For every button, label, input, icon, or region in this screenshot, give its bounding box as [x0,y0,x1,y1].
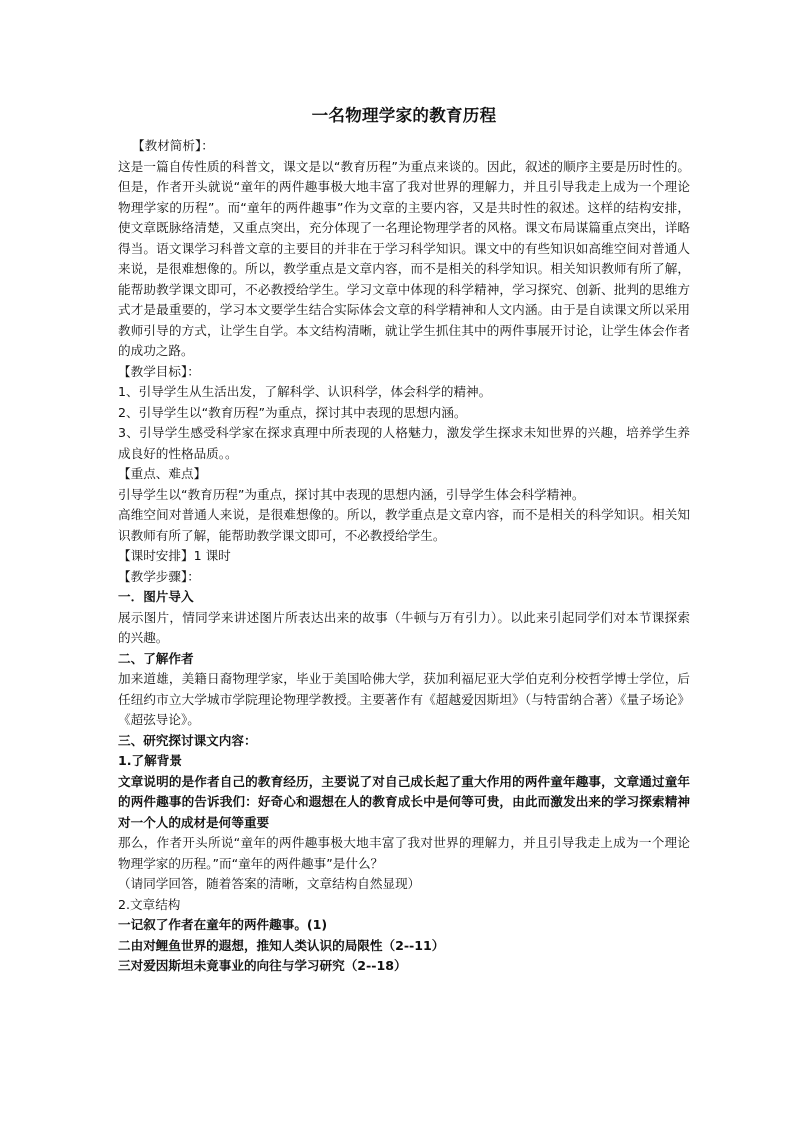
document-title: 一名物理学家的教育历程 [311,106,497,125]
goal-item-2: 2、引导学生以“教育历程”为重点，探讨其中表现的思想内涵。 [118,404,467,420]
step3-sub1-note: （请同学回答，随着答案的清晰，文章结构自然显现） [118,876,421,891]
section-heading-analysis: 【教材简析】： [132,138,214,153]
section-heading-steps: 【教学步骤】： [118,568,200,584]
analysis-body: 这是一篇自传性质的科普文，课文是以“教育历程”为重点来谈的。因此，叙述的顺序主要是历时性的。但是，作者开头就说“童年的两件趣事极大地丰富了我对世界的理解力，并且引导我走上成为一个理论物理学家的历程”。而“童年的两件趣事”作为文章的主要内容，又是共时性的叙述。这样的结构安排，使文章既脉络清楚，又重点突出，充分体现了一名理论物理学者的风格。课文布局谋篇重点突出，详略得当。语文课学习科普文章的主要目的并非在于学习科学知识。课文中的有些知识如高维空间对普通人来说，是很难想像的。所以，教学重点是文章内容，而不是相关的科学知识。相关知识教师有所了解，能帮助教学课文即可，不必教授给学生。学习文章中体现的科学精神，学习探究、创新、批判的思维方式才是最重要的，学习本文要学生结合实际体会文章的科学精神和人文内涵。由于是自读课文所以采用教师引导的方式，让学生自学。本文结构清晰，就让学生抓住其中的两件事展开讨论，让学生体会作者的成功之路。 [118,158,690,358]
step1-heading: 一．图片导入 [118,589,194,604]
step3-sub1-body: 那么，作者开头所说“童年的两件趣事极大地丰富了我对世界的理解力，并且引导我走上成为一个理论物理学家的历程。”而“童年的两件趣事”是什么？ [118,835,690,871]
step3-sub2-heading: 2.文章结构 [118,896,181,912]
structure-item-1: 一记叙了作者在童年的两件趣事。(1) [118,917,328,932]
section-heading-goals: 【教学目标】： [118,363,200,379]
step3-sub1-heading: 1.了解背景 [118,753,182,768]
section-heading-keypoints: 【重点、难点】 [118,466,207,481]
keypoint-item-2: 高维空间对普通人来说，是很难想像的。所以，教学重点是文章内容，而不是相关的科学知识。相关知识教师有所了解，能帮助教学课文即可，不必教授给学生。 [118,507,690,543]
step2-body: 加来道雄，美籍日裔物理学家，毕业于美国哈佛大学，获加利福尼亚大学伯克利分校哲学博士学位，后任纽约市立大学城市学院理论物理学教授。主要著作有《超越爱因斯坦》（与特雷纳合著）《量子场论》《超弦导论》。 [118,671,690,727]
step2-heading: 二、了解作者 [118,650,194,666]
structure-item-2: 二由对鲤鱼世界的遐想，推知人类认识的局限性（2--11） [118,937,445,953]
step3-sub1-bold: 文章说明的是作者自己的教育经历，主要说了对自己成长起了重大作用的两件童年趣事，文章通过童年的两件趣事的告诉我们：好奇心和遐想在人的教育成长中是何等可贵，由此而激发出来的学习探索精神对一个人的成材是何等重要 [118,773,690,830]
goal-item-1: 1、引导学生从生活出发，了解科学、认识科学，体会科学的精神。 [118,384,492,399]
step3-heading: 三、研究探讨课文内容： [118,732,257,748]
goal-item-3: 3、引导学生感受科学家在探求真理中所表现的人格魅力，激发学生探求未知世界的兴趣，培养学生养成良好的性格品质。。 [118,425,690,461]
keypoint-item-1: 引导学生以“教育历程”为重点，探讨其中表现的思想内涵，引导学生体会科学精神。 [118,486,585,502]
section-schedule: 【课时安排】1 课时 [118,548,231,563]
structure-item-3: 三对爱因斯坦未竟事业的向往与学习研究（2--18） [118,958,407,973]
step1-body: 展示图片，情同学来讲述图片所表达出来的故事（牛顿与万有引力）。以此来引起同学们对本节课探索的兴趣。 [118,609,690,645]
document-page [118,104,690,977]
